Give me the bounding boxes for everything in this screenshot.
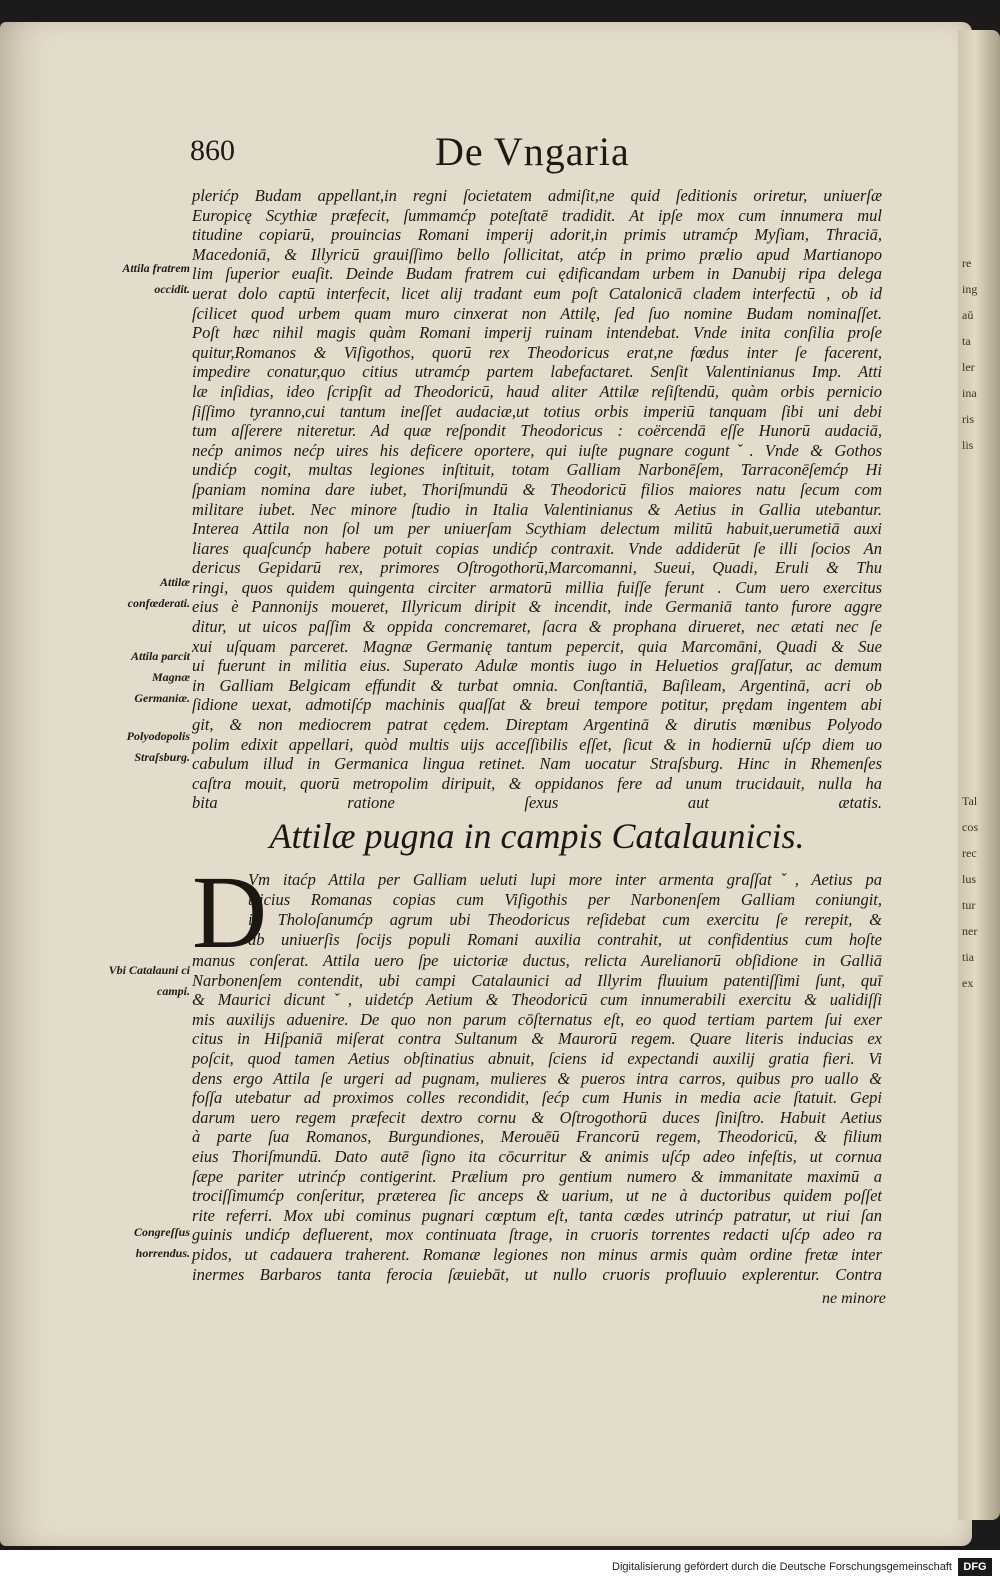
- text-line: læ inſidias, ideo ſcripſit ad Theodoricū, haud aliter Attilæ reſiſtendū, quàm orbis pernicio: [192, 381, 882, 401]
- text-line: Macedoniā, & Illyricū grauiſſimo bello ſollicitat, atćp in primo prælio apud Martianopo: [192, 244, 882, 264]
- facing-page-fragment: lus: [962, 872, 977, 886]
- text-line: dericus Gepidarū rex, primores Oſtrogothorū,Marcomanni, Sueui, Quadi, Eruli & Thu: [192, 558, 882, 578]
- facing-page-fragment: ing: [962, 282, 978, 296]
- text-line: tricius Romanas copias cum Viſigothis per Narbonenſem Galliam coniungit,: [248, 890, 882, 909]
- text-line: à parte ſua Romanos, Burgundiones, Merouēū Francorū regem, Theodoricū, & filium: [192, 1127, 882, 1147]
- text-line: Vm itaćp Attila per Galliam ueluti lupi more inter armenta graſſatˇ, Aetius pa: [248, 870, 882, 889]
- text-line: Poſt hæc nihil magis quàm Romani imperij ruinam intendebat. Vnde inita conſilia proſe: [192, 323, 882, 343]
- text-line: undićp cogit, multas legiones inſtituit, totam Galliam Narbonēſem, Tarraconēſemćp Hi: [192, 460, 882, 480]
- marginal-note: Vbi Catalauni ci campi.: [108, 963, 190, 998]
- text-line: citus in Hiſpaniā miſerat contra Sultanum & Maurorū regem. Quare literis inducias ex: [192, 1029, 882, 1049]
- text-line: nećp animos nećp uires his deficere oportere, qui iuſte pugnare coguntˇ. Vnde & Gothos: [192, 440, 882, 460]
- text-line: & Maurici dicuntˇ, uidetćp Aetium & Theodoricū cum innumerabili exercitu & ualidiſſi: [192, 990, 882, 1010]
- text-line: uerat dolo captū interfecit, licet alij tradant eum poſt Catalonicā cladem interfectū , ob id: [192, 283, 882, 303]
- text-line: guinis undićp defluerent, mox continuata ſtrage, in cruoris torrentes redacti uſćp adeo ra: [192, 1225, 882, 1245]
- text-line: trociſſimumćp conſeritur, præterea ſic anceps & uarium, ut ne à ductoribus quidem poſſet: [192, 1186, 882, 1206]
- text-line: impedire conatur,quo citius utramćp partem labefactaret. Senſit Valentinianus Imp. Atti: [192, 362, 882, 382]
- text-line: plerićp Budam appellant,in regni ſocietatem admiſit,ne quid ſeditionis oriretur, uniuerſæ: [192, 186, 882, 205]
- facing-page-fragment: re: [962, 256, 972, 270]
- text-line: foſſa utebatur ad proximos colles recondidit, ſećp cum Hunis in media acie ſtatuit. Gepi: [192, 1088, 882, 1108]
- text-line: caſtra mouit, quorū metropolim diripuit, & oppidanos fere ad unum trucidauit, nulla ha: [192, 773, 882, 793]
- funding-credit: Digitalisierung gefördert durch die Deutsche Forschungsgemeinschaft: [612, 1561, 952, 1573]
- text-line: mis auxilijs aduenire. De quo non parum cōſternatus eſt, eo quod tertiam partem ſui exer: [192, 1009, 882, 1029]
- text-line: in Tholoſanumćp agrum ubi Theodoricus reſidebat cum exercitu ſe rerepit, &: [248, 910, 882, 929]
- section-heading: Attilæ pugna in campis Catalaunicis.: [269, 816, 805, 856]
- text-line: pidos, ut cadauera traherent. Romanæ legiones non minus armis quàm ordine fretæ inter: [192, 1244, 882, 1264]
- drop-cap: D: [192, 855, 268, 970]
- text-line: eius è Pannonijs moueret, Illyricum diripit & incendit, inde Germaniā tanto furore aggre: [192, 597, 882, 617]
- text-line: xui uſquam parceret. Magnæ Germanię tantum pepercit, quia Marcomāni, Quadi & Sue: [192, 636, 882, 656]
- text-line: cabulum illud in Germanica lingua retinet. Nam uocatur Straſsburg. Hinc in Rhemenſes: [192, 754, 882, 774]
- facing-page-fragment: cos: [962, 820, 978, 834]
- facing-page-fragment: ex: [962, 976, 974, 990]
- text-line: rite referri. Mox ubi cominus pugnari cœptum eſt, tanta cædes utrinćp patratur, ut riui ſan: [192, 1205, 882, 1225]
- text-line: quitur,Romanos & Viſigothos, quorū rex Theodoricus erat,ne fœdus inter ſe facerent,: [192, 342, 882, 362]
- text-line: ditur, ut uicos paſſim & oppida concremaret, ſacra & prophana dirueret, nec ætati nec ſe: [192, 617, 882, 637]
- text-line: ſiſſimo tyranno,cui tantum ineſſet audaciæ,ut totius orbis imperiū tanquam ſibi uni debi: [192, 401, 882, 421]
- marginal-note: Polyodopolis Straſsburg.: [126, 729, 190, 764]
- facing-page-fragment: Tal: [962, 794, 978, 808]
- footer-bar: [0, 1550, 1000, 1585]
- text-line: ſæpe pariter utrinćp contigerint. Prælium pro gentium numero & immanitate maximū a: [192, 1166, 882, 1186]
- text-line: eius Thoriſmundū. Dato autē ſigno ita cōcurritur & animis uſćp adeo infeſtis, ut cornua: [192, 1146, 882, 1166]
- text-line: ringi, quos quidem quingenta circiter armatorū millia fuiſſe ferunt . Cum uero exercitus: [192, 577, 882, 597]
- facing-page-fragment: aŭ: [962, 308, 974, 322]
- facing-page-fragment: ina: [962, 386, 977, 400]
- text-line: poſcit, quod tamen Aetius obſtinatius abnuit, ſciens id expectandi auxilij gratia fieri. Vi: [192, 1048, 882, 1068]
- text-line: darum uero regem præfecit dextro cornu & Oſtrogothorū duces ſiniſtro. Habuit Aetius: [192, 1107, 882, 1127]
- text-line: ſcilicet quod urbem quam muro cinxerat non Attilę, ſed ſuo nomine Budam nominaſſet.: [192, 303, 882, 323]
- text-line: Interea Attila non ſol um per uniuerſam Scythiam delectum militū habuit,uerumetiā auxi: [192, 519, 882, 539]
- text-block-lower: [192, 951, 882, 1284]
- facing-page-fragment: rec: [962, 846, 977, 860]
- marginal-note: Congreſſus horrendus.: [133, 1225, 190, 1260]
- text-line: inermes Barbaros tanta ferocia ſæuiebāt, ut nullo cruoris profluuio explerentur. Contra: [192, 1264, 882, 1284]
- text-line: tum aſſerere niteretur. Ad quæ reſpondit Theodoricus : coërcendā eſſe Hunorū audaciā,: [192, 421, 882, 441]
- text-line: ſpaniam nomina dare iubet, Thoriſmundū & Theodoricū filios maiores natu ſecum com: [192, 479, 882, 499]
- dfg-logo: DFG: [958, 1558, 992, 1576]
- text-line: polim edixit appellari, quòd multis uijs acceſſibilis eſſet, ſicut & in hodiernū uſćp diem uo: [192, 734, 882, 754]
- facing-page-fragment: tur: [962, 898, 976, 912]
- facing-page-fragment: lis: [962, 438, 974, 452]
- text-line: in Galliam Belgicam effundit & turbat omnia. Conſtantiā, Baſileam, Argentinā, acri ob: [192, 675, 882, 695]
- text-line: git, & non mediocrem patrat cędem. Direptam Argentinā & dirutis mœnibus Polyodo: [192, 715, 882, 735]
- text-line: militare iubet. Nec minore ſtudio in Italia Valentinianus & Aetius in Gallia utebantur.: [192, 499, 882, 519]
- text-line: manus conſerat. Attila uero ſpe uictoriæ ductus, relicta Aurelianorū obſidione in Galliā: [192, 951, 882, 970]
- text-line: Europicę Scythiæ præfecit, ſummamćp poteſtatē tradidit. At ipſe mox cum innumera mul: [192, 205, 882, 225]
- text-line: ui fuerunt in militia eius. Superato Adulæ montis iugo in Heluetios graſſatur, ac demum: [192, 656, 882, 676]
- catchword: ne minore: [822, 1290, 886, 1307]
- marginal-note: Attila parcit Magnæ Germaniæ.: [130, 649, 190, 705]
- facing-page-fragment: ris: [962, 412, 974, 426]
- text-line: bita ratione ſexus aut ætatis.: [192, 793, 882, 813]
- facing-page-fragments: [962, 250, 996, 996]
- text-line: titudine copiarū, prouincias Romani imperij adorit,in primis utramćp Myſiam, Thraciā,: [192, 225, 882, 245]
- facing-page-fragment: ta: [962, 334, 971, 348]
- facing-page-fragment: ler: [962, 360, 975, 374]
- marginal-note: Attila fratrem occidit.: [122, 261, 190, 296]
- text-line: ſidione uexat, admotiſćp machinis quaſſat & breui tempore potitur, prędam ingentem abi: [192, 695, 882, 715]
- text-block-upper: [192, 186, 882, 813]
- facing-page-fragment: tia: [962, 950, 974, 964]
- page-number: 860: [190, 134, 235, 167]
- text-line: ab uniuerſis ſocijs populi Romani auxilia contrahit, ut confidentius cum hoſte: [248, 930, 882, 949]
- text-line: dens ergo Attila ſe urgeri ad pugnam, mulieres & pueros intra carros, quibus pro uallo &: [192, 1068, 882, 1088]
- page-title: De Vngaria: [435, 129, 630, 174]
- facing-page-fragment: ner: [962, 924, 978, 938]
- text-line: Narbonenſem contendit, ubi campi Catalaunici ad Illyrim fluuium patentiſſimi ſunt, quī: [192, 970, 882, 990]
- text-line: liares quaſcunćp habere potuit copias undićp contraxit. Vnde addiderūt ſe illi ſocios An: [192, 538, 882, 558]
- marginal-note: Attilæ confœderati.: [127, 575, 190, 610]
- running-head: [190, 128, 850, 172]
- text-line: lim ſuperior euaſit. Deinde Budam fratrem cui ędificandam urbem in Danubij ripa delega: [192, 264, 882, 284]
